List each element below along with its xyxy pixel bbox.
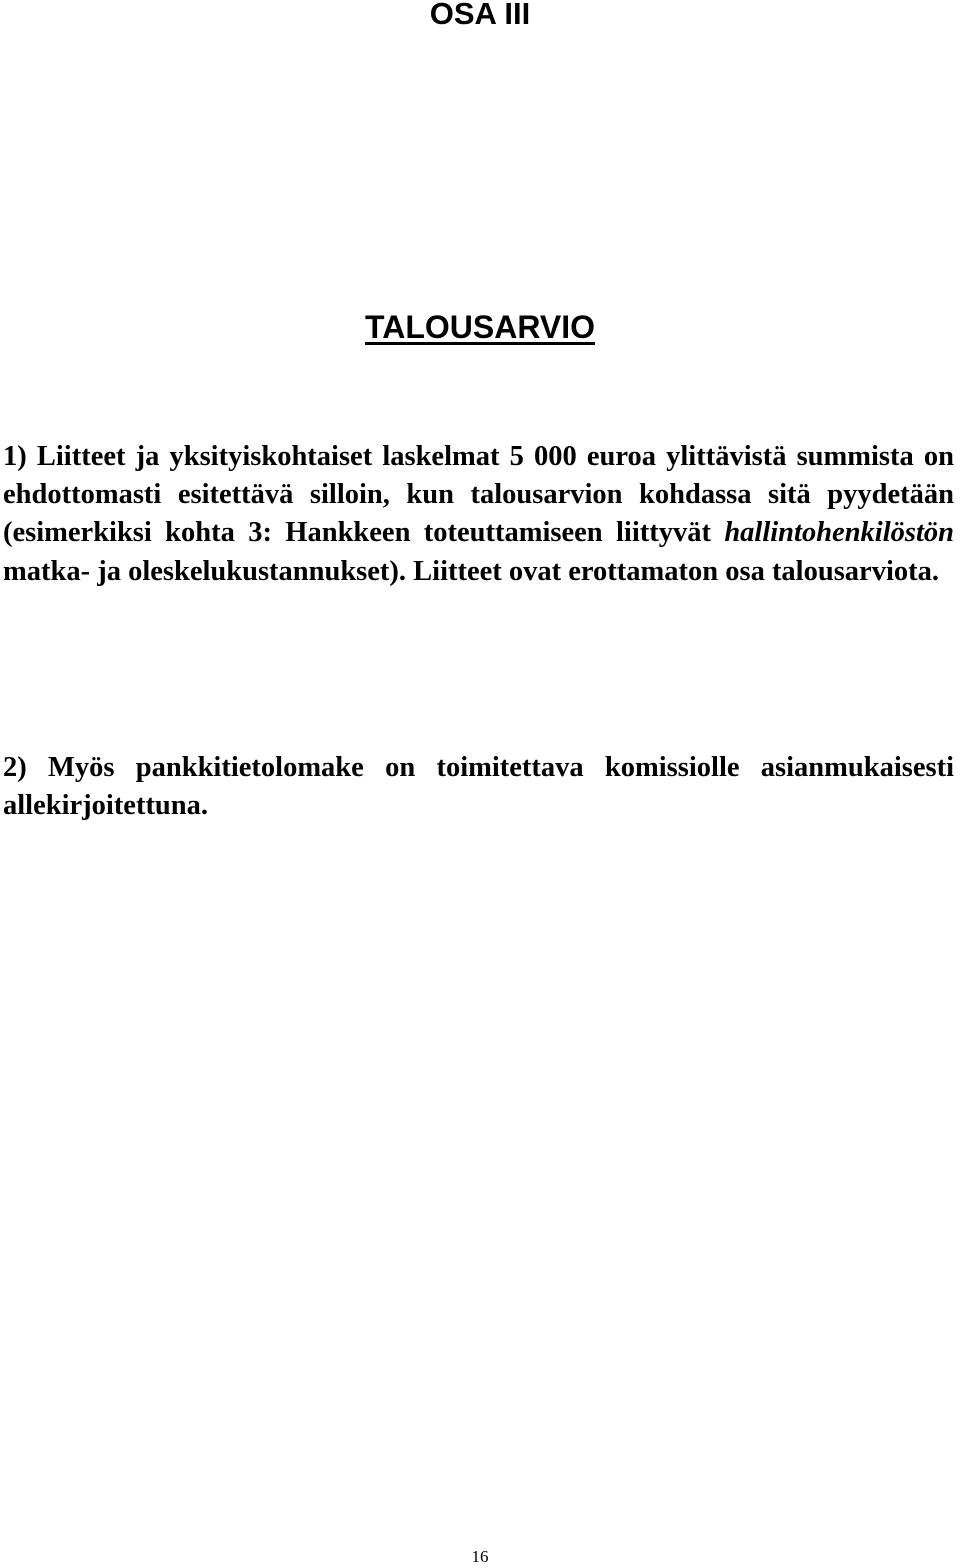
- page-number: 16: [471, 1547, 489, 1566]
- paragraph-attachments-text-start: 1) Liitteet ja yksityiskohtaiset laskelmat 5 000 euroa ylittävistä summista on ehdottomasti esitettävä silloin, kun talousarvion kohdassa sitä pyydetään (esimerkiksi kohta 3: Hankkeen toteuttamiseen liittyvät: [3, 441, 954, 549]
- section-title: TALOUSARVIO: [365, 309, 595, 345]
- paragraph-attachments-text-end: matka- ja oleskelukustannukset). Liitteet ovat erottamaton osa talousarviota.: [3, 555, 939, 587]
- paragraph-bank-form: 2) Myös pankkitietolomake on toimitettava komissiolle asianmukaisesti allekirjoitettuna.: [3, 752, 954, 822]
- part-heading: OSA III: [429, 0, 531, 31]
- paragraph-attachments: [3, 438, 954, 591]
- paragraph-attachments-italic-term: hallintohenkilöstön: [724, 517, 954, 549]
